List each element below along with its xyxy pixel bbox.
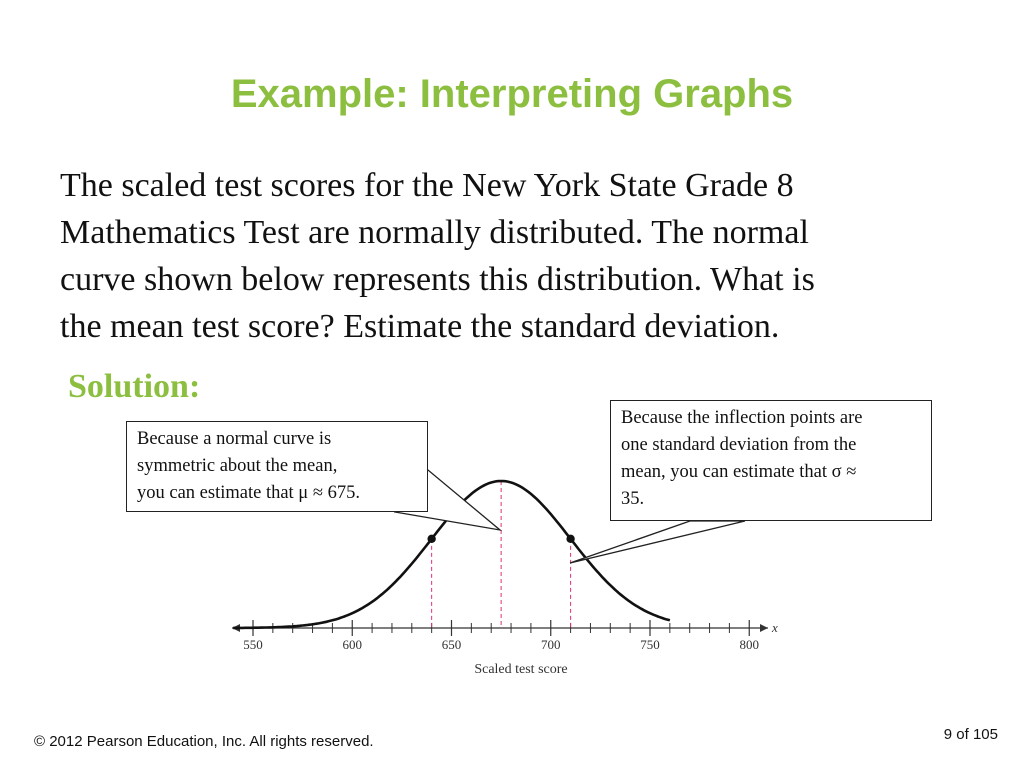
x-axis-label: Scaled test score [474, 662, 568, 677]
problem-line: The scaled test scores for the New York State Grade 8 [60, 167, 794, 204]
footer-copyright: © 2012 Pearson Education, Inc. All rights reserved. [34, 733, 374, 750]
callout-line: 35. [621, 489, 645, 509]
x-tick-label: 600 [342, 637, 362, 652]
callout-line: mean, you can estimate that σ ≈ [621, 462, 857, 482]
axis-arrow-right [760, 624, 768, 632]
inflection-point [427, 535, 435, 543]
slide-title: Example: Interpreting Graphs [230, 72, 794, 116]
x-tick-label: 700 [541, 637, 561, 652]
problem-line: the mean test score? Estimate the standard deviation. [60, 308, 780, 345]
x-tick-label: 800 [739, 637, 759, 652]
problem-line: curve shown below represents this distribution. What is [60, 261, 815, 298]
callout-line: symmetric about the mean, [137, 456, 338, 476]
callout-line: you can estimate that μ ≈ 675. [137, 483, 361, 503]
x-axis-symbol: x [772, 620, 778, 635]
callout-line: Because the inflection points are [621, 408, 863, 428]
problem-line: Mathematics Test are normally distributed. The normal [60, 214, 809, 251]
inflection-point [566, 535, 574, 543]
solution-label: Solution: [68, 368, 201, 405]
x-tick-label: 550 [243, 637, 263, 652]
std-dev-callout [610, 400, 932, 521]
mean-callout [126, 421, 428, 512]
page-number: 9 of 105 [943, 726, 998, 743]
std-callout-pointer [570, 521, 745, 563]
x-tick-label: 750 [640, 637, 660, 652]
callout-line: Because a normal curve is [137, 429, 332, 449]
callout-line: one standard deviation from the [621, 435, 857, 455]
x-tick-label: 650 [441, 637, 462, 652]
